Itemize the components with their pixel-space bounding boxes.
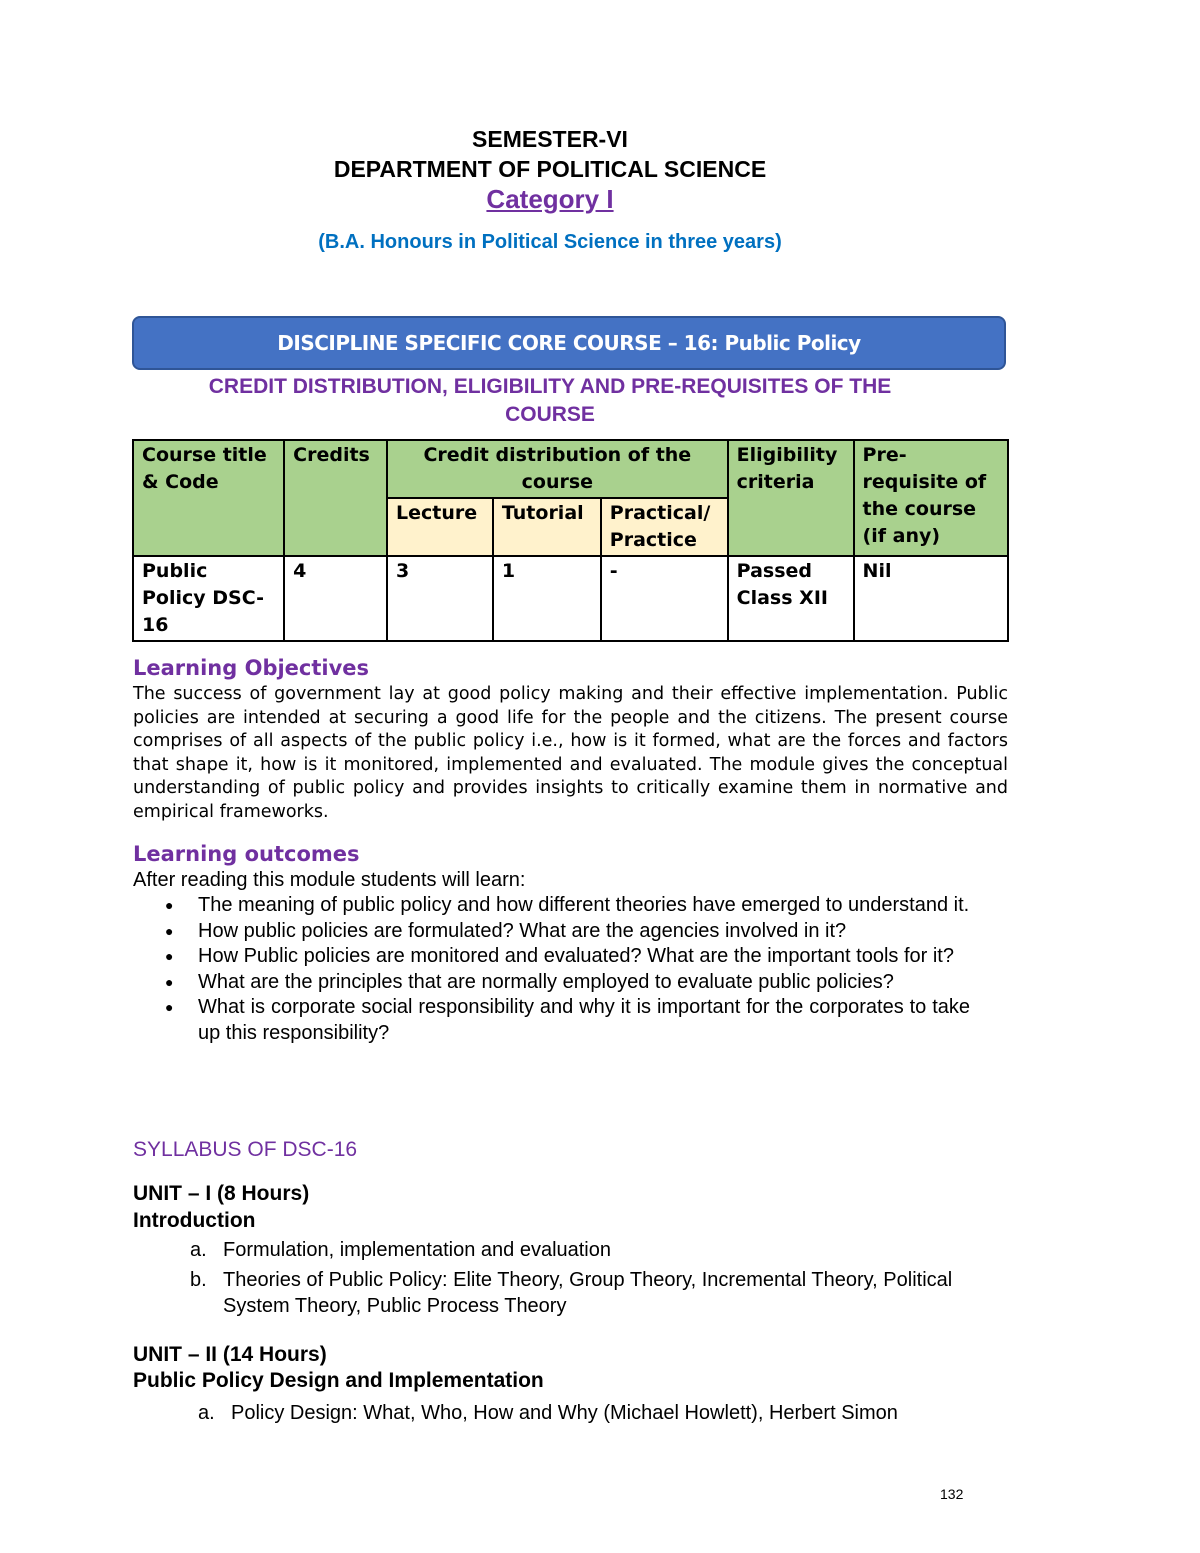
list-item: b. Theories of Public Policy: Elite Theory, Group Theory, Incremental Theory, Political System Theory, Public Process Theory [190, 1269, 953, 1317]
cell-lecture: 3 [387, 556, 493, 641]
unit1-subtitle: Introduction [133, 1209, 256, 1232]
list-item: ● What are the principles that are normally employed to evaluate public policies? [165, 970, 970, 996]
page-number: 132 [940, 1486, 964, 1502]
list-item: a. Policy Design: What, Who, How and Why (Michael Howlett), Herbert Simon [198, 1402, 898, 1424]
list-item: ● What is corporate social responsibility and why it is important for the corporates to take up this responsibility? [165, 996, 970, 1044]
outcomes-list [165, 893, 970, 1046]
course-banner: DISCIPLINE SPECIFIC CORE COURSE – 16: Public Policy [132, 316, 1006, 370]
cell-eligibility: Passed Class XII [728, 556, 854, 641]
cell-course-title: Public Policy DSC-16 [133, 556, 284, 641]
cell-prereq: Nil [854, 556, 1008, 641]
department-title: DEPARTMENT OF POLITICAL SCIENCE [333, 156, 767, 182]
semester-title: SEMESTER-VI [472, 126, 628, 152]
header-tutorial: Tutorial [493, 498, 601, 556]
header-course-title: Course title & Code [133, 440, 284, 556]
objectives-heading: Learning Objectives [133, 656, 370, 680]
programme-subtitle: (B.A. Honours in Political Science in three years) [318, 231, 782, 253]
bullet-icon: ● [165, 999, 174, 1015]
credit-heading-line2: COURSE [505, 403, 595, 426]
bullet-icon: ● [165, 973, 174, 990]
header-eligibility: Eligibility criteria [728, 440, 854, 556]
cell-credits: 4 [284, 556, 387, 641]
header-distribution: Credit distribution of the course [387, 440, 728, 498]
header-practical: Practical/ Practice [601, 498, 728, 556]
outcomes-heading: Learning outcomes [133, 842, 360, 866]
unit1-list [190, 1237, 970, 1319]
cell-practical: - [601, 556, 728, 641]
category-title: Category I [486, 184, 614, 214]
unit2-title: UNIT – II (14 Hours) [133, 1343, 327, 1366]
cell-tutorial: 1 [493, 556, 601, 641]
objectives-text: The success of government lay at good policy making and their effective implementation. Public policies are intended at securing a good life for the people and the citizens. The present course comprises of all aspects of the public policy i.e., how is it formed, what are the forces and factors that shape it, how is it monitored, implemented and evaluated. The module gives the conceptual understanding of public policy and provides insights to critically examine them in normative and empirical frameworks. [133, 684, 1008, 822]
syllabus-heading: SYLLABUS OF DSC-16 [133, 1138, 358, 1161]
unit1-title: UNIT – I (8 Hours) [133, 1182, 310, 1205]
credit-table [132, 439, 1009, 642]
header-credits: Credits [284, 440, 387, 556]
credit-heading [130, 373, 970, 429]
unit2-subtitle: Public Policy Design and Implementation [133, 1369, 544, 1392]
bullet-icon: ● [165, 948, 174, 964]
header-lecture: Lecture [387, 498, 493, 556]
bullet-icon: ● [165, 897, 174, 913]
list-item: ● The meaning of public policy and how different theories have emerged to understand it. [165, 893, 970, 919]
list-item: a. Formulation, implementation and evaluation [190, 1239, 611, 1261]
list-item: ● How Public policies are monitored and evaluated? What are the important tools for it? [165, 944, 970, 970]
bullet-icon: ● [165, 922, 174, 939]
credit-heading-line1: CREDIT DISTRIBUTION, ELIGIBILITY AND PRE-REQUISITES OF THE [208, 375, 892, 398]
outcomes-intro: After reading this module students will learn: [133, 869, 526, 891]
unit2-list [198, 1398, 918, 1428]
list-item: ● How public policies are formulated? What are the agencies involved in it? [165, 919, 970, 945]
header-prereq: Pre-requisite of the course (if any) [854, 440, 1008, 556]
